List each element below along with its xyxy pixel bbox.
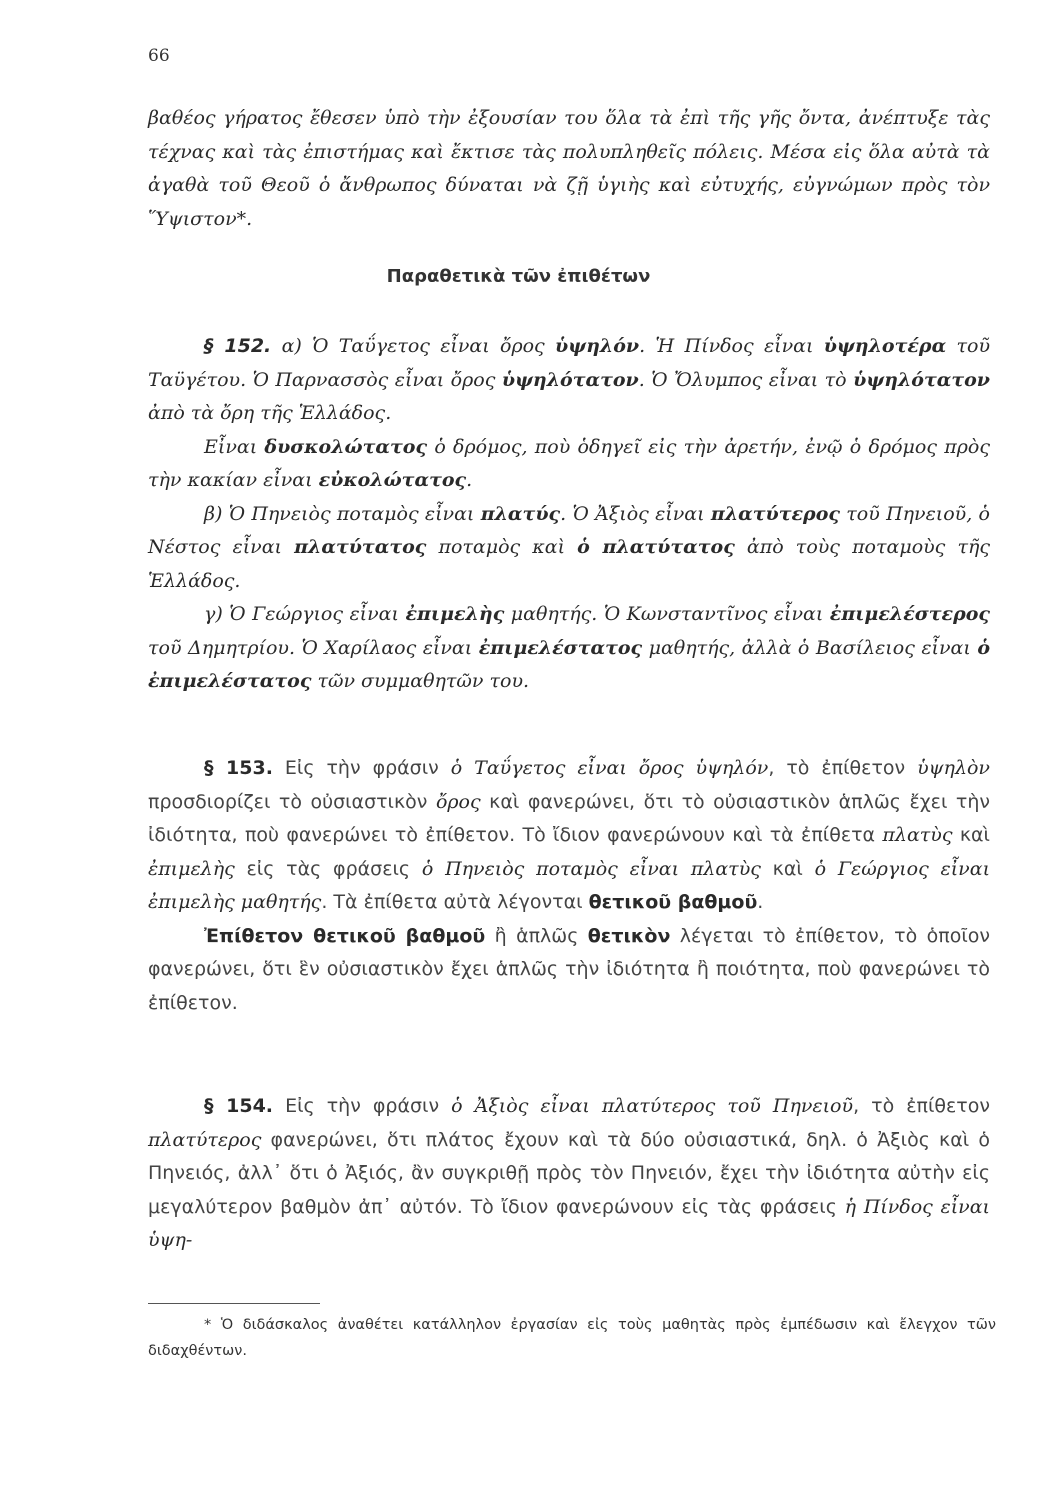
italic-text: ἐπιμελὴς — [148, 857, 235, 880]
section-154 — [148, 1090, 990, 1258]
example-a — [148, 330, 990, 431]
text-run: ἀπὸ τοὺς ποταμοὺς τῆς Ἑλλάδος. — [148, 536, 990, 592]
emphasis: πλατύς — [480, 502, 561, 525]
text-run: ὁ δρόμος, ποὺ ὁδηγεῖ εἰς τὴν ἀρετήν, ἐνῷ ὁ δρόμος πρὸς τὴν κακίαν εἶναι — [148, 435, 990, 491]
emphasis: ὑψηλότατον — [853, 368, 990, 391]
emphasis: πλατύτατος — [294, 536, 427, 558]
emphasis: ἐπιμελέστερος — [829, 603, 990, 625]
italic-text: ὄρος — [435, 790, 481, 813]
text-run: . Τὰ ἐπίθετα αὐτὰ λέγονται — [321, 891, 589, 913]
section-number: § 152. — [204, 335, 272, 357]
text-run: γ) Ὁ Γεώργιος εἶναι — [204, 603, 406, 625]
text-run: . Ὁ Ὄλυμπος εἶναι τὸ — [638, 368, 854, 391]
italic-text: ὁ Ἀξιὸς εἶναι πλατύτερος τοῦ Πηνειοῦ — [451, 1095, 854, 1117]
emphasis: ὑψηλόν — [555, 335, 640, 357]
footnote-divider — [148, 1303, 320, 1304]
italic-text: πλατύτερος — [148, 1128, 262, 1151]
paragraph-154-1 — [148, 1090, 990, 1258]
intro-text: βαθέος γήρατος ἔθεσεν ὑπὸ τὴν ἐξουσίαν του ὅλα τὰ ἐπὶ τῆς γῆς ὄντα, ἀνέπτυξε τὰς τέχνας καὶ τὰς ἐπιστήμας καὶ ἔκτισε τὰς πολυπληθεῖς πόλεις. Μέσα εἰς ὅλα αὐτὰ τὰ ἀγαθὰ τοῦ Θεοῦ ὁ ἄνθρωπος δύναται νὰ ζῇ ὑγιὴς καὶ εὐτυχής, εὐγνώμων πρὸς τὸν Ὕψιστον*. — [148, 107, 990, 230]
text-run: καὶ φανερώνει, ὅτι τὸ οὐσιαστικὸν ἁπλῶς ἔχει τὴν ἰδιότητα, ποὺ φανερώνει τὸ ἐπίθετον. Τὸ ἴδιον φανερώνουν καὶ τὰ ἐπίθετα — [148, 790, 990, 846]
emphasis: εὐκολώτατος — [318, 469, 467, 491]
example-a-2 — [148, 431, 990, 498]
text-run: φανερώνει, ὅτι πλάτος ἔχουν καὶ τὰ δύο οὐσιαστικά, δηλ. ὁ Ἀξιὸς καὶ ὁ Πηνειός, ἀλλ᾽ ὅτι ὁ Ἀξιός, ἂν συγκριθῇ πρὸς τὸν Πηνειόν, ἔχει τὴν ἰδιότητα αὐτὴν εἰς μεγαλύτερον βαθμὸν ἀπ᾽ αὐτόν. Τὸ ἴδιον φανερώνουν εἰς τὰς φράσεις — [148, 1128, 990, 1218]
text-run: εἰς τὰς φράσεις — [234, 857, 422, 880]
text-run: τοῦ Ταϋγέτου. Ὁ Παρνασσὸς εἶναι ὄρος — [148, 335, 991, 391]
text-run: . Ὁ Ἀξιὸς εἶναι — [560, 502, 711, 525]
section-152 — [148, 330, 990, 699]
emphasis: δυσκολώτατος — [264, 435, 428, 458]
text-run: λέγεται τὸ ἐπίθετον, τὸ ὁποῖον φανερώνει, ὅτι ἓν οὐσιαστικὸν ἔχει ἁπλῶς τὴν ἰδιότητα ἢ ποιότητα, ποὺ φανερώνει τὸ ἐπίθετον. — [148, 924, 990, 1014]
text-run: καὶ — [760, 857, 815, 880]
italic-text: ὁ Ταΰγετος εἶναι ὄρος ὑψηλόν — [450, 757, 769, 779]
text-run: . — [757, 891, 764, 913]
text-run: Εἰς τὴν φράσιν — [273, 1095, 452, 1117]
text-run: . Ἡ Πίνδος εἶναι — [639, 335, 824, 357]
text-run: β) Ὁ Πηνειὸς ποταμὸς εἶναι — [204, 502, 481, 525]
footnote: * Ὁ διδάσκαλος ἀναθέτει κατάλληλον ἐργασίαν εἰς τοὺς μαθητὰς πρὸς ἐμπέδωσιν καὶ ἔλεγχον τῶν διδαχθέντων. — [148, 1317, 996, 1359]
italic-text: ὑψηλὸν — [917, 757, 990, 779]
text-run: α) Ὁ Ταΰγετος εἶναι ὄρος — [271, 335, 555, 357]
bold-term: Ἐπίθετον θετικοῦ βαθμοῦ — [204, 924, 486, 947]
text-run: , τὸ ἐπίθετον — [768, 757, 918, 779]
text-run: ἀπὸ τὰ ὄρη τῆς Ἑλλάδος. — [148, 402, 392, 424]
emphasis: ὁ πλατύτατος — [577, 536, 735, 558]
emphasis: ὁ ἐπιμελέστατος — [148, 636, 990, 692]
emphasis: ἐπιμελέστατος — [478, 636, 643, 659]
text-run: μαθητής. Ὁ Κωνσταντῖνος εἶναι — [504, 603, 830, 625]
paragraph-153-1 — [148, 752, 990, 920]
italic-text: ὁ Πηνειὸς ποταμὸς εἶναι πλατὺς — [421, 857, 761, 880]
text-run: καὶ — [952, 824, 990, 846]
example-c — [148, 598, 990, 699]
text-run: τοῦ Δημητρίου. Ὁ Χαρίλαος εἶναι — [148, 636, 479, 659]
italic-text: ἡ Πίνδος εἶναι ὑψη- — [148, 1195, 990, 1251]
emphasis: ἐπιμελὴς — [405, 603, 505, 625]
text-run: ποταμὸς καὶ — [426, 536, 578, 558]
bold-term: θετικὸν — [587, 924, 671, 947]
text-run: , τὸ ἐπίθετον — [853, 1095, 990, 1117]
bold-term: θετικοῦ βαθμοῦ — [588, 891, 758, 913]
text-run: . — [466, 469, 473, 491]
text-run: προσδιορίζει τὸ οὐσιαστικὸν — [148, 790, 436, 813]
section-153 — [148, 752, 990, 1020]
emphasis: πλατύτερος — [710, 502, 840, 525]
section-number: § 154. — [204, 1095, 274, 1117]
italic-text: ὁ Γεώργιος εἶναι ἐπιμελὴς μαθητής — [148, 857, 991, 913]
text-run: Εἶναι — [204, 435, 265, 458]
emphasis: ὑψηλοτέρα — [823, 335, 947, 357]
text-run: Εἰς τὴν φράσιν — [272, 757, 451, 779]
text-run: τῶν συμμαθητῶν του. — [311, 670, 530, 692]
section-number: § 153. — [204, 757, 273, 779]
text-run: ἢ ἁπλῶς — [485, 924, 588, 947]
page-number: 66 — [148, 46, 170, 66]
paragraph-153-2 — [148, 920, 990, 1021]
emphasis: ὑψηλότατον — [501, 368, 639, 391]
example-b — [148, 498, 990, 599]
italic-text: πλατὺς — [882, 824, 953, 846]
section-heading: Παραθετικὰ τῶν ἐπιθέτων — [386, 266, 651, 287]
text-run: μαθητής, ἀλλὰ ὁ Βασίλειος εἶναι — [642, 636, 978, 659]
text-run: τοῦ Πηνειοῦ, ὁ Νέστος εἶναι — [148, 502, 990, 558]
intro-paragraph — [148, 102, 990, 236]
